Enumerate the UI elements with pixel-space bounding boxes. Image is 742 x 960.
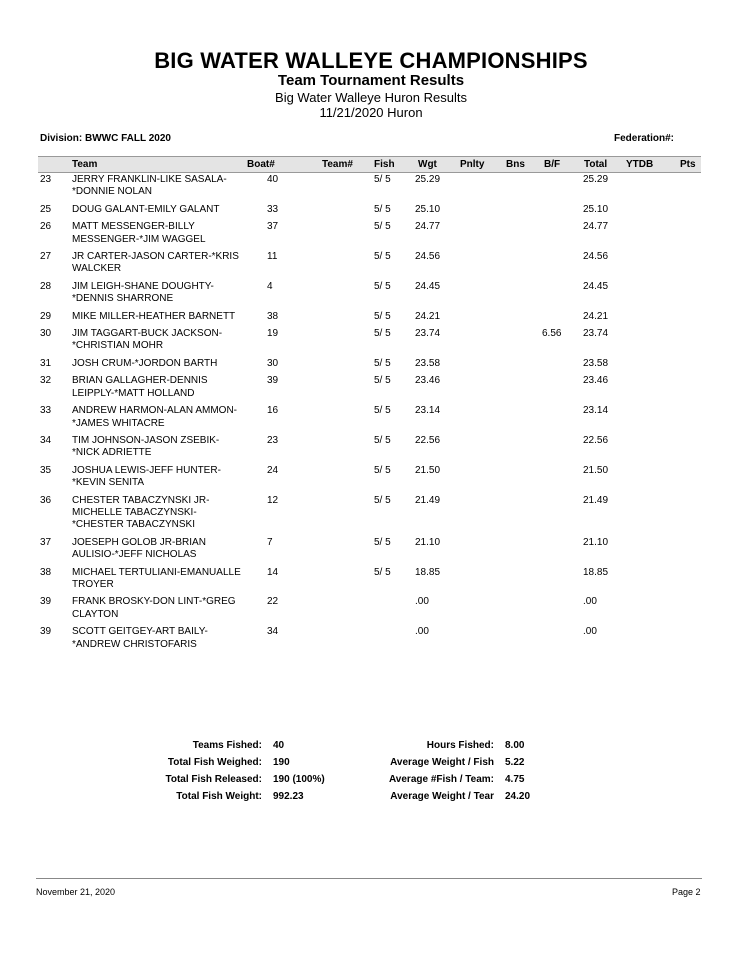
row-place: 31	[40, 357, 52, 369]
row-fish: 5/ 5	[374, 536, 391, 548]
avg-fish-team-value: 4.75	[505, 774, 525, 785]
row-team: JIM LEIGH-SHANE DOUGHTY-*DENNIS SHARRONE	[72, 280, 214, 305]
row-weight: 23.14	[415, 405, 441, 417]
col-teamnum: Team#	[322, 159, 353, 170]
row-team: JOESEPH GOLOB JR-BRIAN AULISIO-*JEFF NICHOLAS	[72, 536, 206, 561]
row-fish: 5/ 5	[374, 310, 391, 322]
row-place: 26	[40, 221, 52, 233]
row-total: 23.46	[583, 375, 609, 387]
row-fish: 5/ 5	[374, 203, 391, 215]
table-row	[38, 495, 701, 532]
col-fish: Fish	[374, 159, 395, 170]
row-total: 18.85	[583, 566, 609, 578]
row-team: JOSHUA LEWIS-JEFF HUNTER-*KEVIN SENITA	[72, 464, 221, 489]
row-weight: 18.85	[415, 566, 441, 578]
row-place: 25	[40, 203, 52, 215]
row-total: 25.10	[583, 203, 609, 215]
row-place: 34	[40, 434, 52, 446]
row-weight: 21.49	[415, 494, 441, 506]
row-total: 22.56	[583, 434, 609, 446]
row-weight: 22.56	[415, 434, 441, 446]
row-total: .00	[583, 596, 597, 608]
row-boat: 16	[267, 405, 279, 417]
row-boat: 24	[267, 464, 279, 476]
row-total: 23.74	[583, 328, 609, 340]
row-total: 24.45	[583, 280, 609, 292]
row-boat: 39	[267, 375, 279, 387]
row-weight: 24.45	[415, 280, 441, 292]
report-title: BIG WATER WALLEYE CHAMPIONSHIPS	[154, 48, 588, 73]
table-row	[38, 311, 701, 323]
row-boat: 40	[267, 174, 279, 185]
event-date-location: 11/21/2020 Huron	[319, 105, 423, 120]
row-total: 21.49	[583, 494, 609, 506]
row-boat: 22	[267, 596, 279, 608]
row-boat: 34	[267, 626, 279, 638]
report-subtitle: Team Tournament Results	[277, 72, 465, 89]
table-row	[38, 405, 701, 430]
teams-fished-label: Teams Fished:	[192, 740, 262, 751]
row-team: MICHAEL TERTULIANI-EMANUALLE TROYER	[72, 566, 241, 590]
fish-weight-value: 992.23	[273, 791, 304, 802]
row-weight: .00	[415, 626, 429, 638]
row-fish: 5/ 5	[374, 405, 391, 417]
row-fish: 5/ 5	[374, 280, 391, 292]
table-row	[38, 328, 701, 353]
fish-released-label: Total Fish Released:	[165, 774, 262, 785]
avg-weight-team-label: Average Weight / Tear	[390, 791, 494, 802]
row-total: 25.29	[583, 174, 609, 185]
row-team: DOUG GALANT-EMILY GALANT	[72, 203, 220, 215]
row-boat: 30	[267, 357, 279, 369]
col-bns: Bns	[506, 159, 525, 170]
footer-divider	[36, 878, 702, 879]
row-weight: 23.58	[415, 357, 441, 369]
row-team: MATT MESSENGER-BILLY MESSENGER-*JIM WAGGEL	[72, 221, 206, 245]
table-header	[38, 156, 701, 173]
table-row	[38, 435, 701, 460]
row-place: 30	[40, 328, 52, 340]
row-total: 24.21	[583, 310, 609, 322]
col-ytdb: YTDB	[626, 159, 654, 170]
row-big-fish: 6.56	[542, 328, 562, 340]
row-boat: 38	[267, 310, 279, 322]
row-total: 23.14	[583, 405, 609, 417]
row-team: BRIAN GALLAGHER-DENNIS LEIPPLY-*MATT HOLLAND	[72, 375, 208, 399]
table-row	[38, 358, 701, 370]
row-fish: 5/ 5	[374, 357, 391, 369]
row-fish: 5/ 5	[374, 251, 391, 263]
hours-fished-label: Hours Fished:	[426, 740, 494, 751]
row-place: 36	[40, 494, 52, 506]
fish-weighed-label: Total Fish Weighed:	[167, 757, 262, 768]
row-total: 24.56	[583, 251, 609, 263]
table-row	[38, 465, 701, 490]
row-boat: 4	[267, 280, 273, 292]
row-place: 28	[40, 280, 52, 292]
teams-fished-value: 40	[273, 740, 285, 751]
table-row	[38, 537, 701, 562]
col-boat: Boat#	[247, 159, 275, 170]
row-weight: 25.10	[415, 203, 441, 215]
table-row	[38, 281, 701, 306]
hours-fished-value: 8.00	[505, 740, 525, 751]
row-fish: 5/ 5	[374, 174, 391, 185]
row-total: 23.58	[583, 357, 609, 369]
footer-date: November 21, 2020	[36, 887, 116, 897]
avg-weight-fish-value: 5.22	[505, 757, 525, 768]
row-fish: 5/ 5	[374, 464, 391, 476]
row-fish: 5/ 5	[374, 434, 391, 446]
row-weight: 24.77	[415, 221, 441, 233]
row-total: 24.77	[583, 221, 609, 233]
event-name: Big Water Walleye Huron Results	[275, 90, 467, 105]
row-weight: 24.21	[415, 310, 441, 322]
row-weight: 23.74	[415, 328, 441, 340]
row-team: SCOTT GEITGEY-ART BAILY-*ANDREW CHRISTOFARIS	[72, 626, 208, 650]
row-total: 21.10	[583, 536, 609, 548]
row-fish: 5/ 5	[374, 566, 391, 578]
row-team: CHESTER TABACZYNSKI JR-MICHELLE TABACZYNSKI-*CHESTER TABACZYNSKI	[72, 494, 210, 531]
col-bf: B/F	[544, 159, 561, 170]
col-team: Team	[72, 159, 98, 170]
row-team: MIKE MILLER-HEATHER BARNETT	[72, 310, 236, 322]
row-fish: 5/ 5	[374, 328, 391, 340]
row-boat: 12	[267, 494, 279, 506]
row-team: JR CARTER-JASON CARTER-*KRIS WALCKER	[72, 251, 239, 275]
row-team: ANDREW HARMON-ALAN AMMON-*JAMES WHITACRE	[72, 405, 238, 429]
row-weight: 21.10	[415, 536, 441, 548]
avg-weight-team-value: 24.20	[505, 791, 531, 802]
row-fish: 5/ 5	[374, 221, 391, 233]
row-place: 35	[40, 464, 52, 476]
row-team: FRANK BROSKY-DON LINT-*GREG CLAYTON	[72, 596, 236, 620]
row-fish: 5/ 5	[374, 375, 391, 387]
row-boat: 7	[267, 536, 273, 548]
row-weight: 21.50	[415, 464, 441, 476]
avg-weight-fish-label: Average Weight / Fish	[390, 757, 494, 768]
row-weight: 24.56	[415, 251, 441, 263]
division-label: Division: BWWC FALL 2020	[40, 133, 171, 144]
table-row	[38, 204, 701, 216]
footer-page: Page 2	[672, 887, 701, 897]
row-boat: 19	[267, 328, 279, 340]
row-team: JIM TAGGART-BUCK JACKSON-*CHRISTIAN MOHR	[72, 328, 223, 352]
avg-fish-team-label: Average #Fish / Team:	[388, 774, 494, 785]
table-row	[38, 174, 701, 199]
fish-released-value: 190 (100%)	[273, 774, 325, 785]
row-boat: 11	[267, 251, 278, 263]
col-pnlty: Pnlty	[460, 159, 485, 170]
federation-label: Federation#:	[614, 133, 675, 144]
row-weight: 23.46	[415, 375, 441, 387]
row-place: 27	[40, 251, 52, 263]
row-team: TIM JOHNSON-JASON ZSEBIK-*NICK ADRIETTE	[72, 434, 220, 459]
row-boat: 23	[267, 434, 279, 446]
table-row	[38, 221, 701, 246]
row-weight: 25.29	[415, 174, 441, 185]
row-weight: .00	[415, 596, 429, 608]
fish-weight-label: Total Fish Weight:	[176, 791, 262, 802]
table-row	[38, 375, 701, 400]
row-boat: 14	[267, 566, 279, 578]
table-row	[38, 626, 701, 651]
fish-weighed-value: 190	[273, 757, 290, 768]
row-place: 39	[40, 596, 52, 608]
row-fish: 5/ 5	[374, 494, 391, 506]
col-pts: Pts	[680, 159, 696, 170]
row-place: 39	[40, 626, 52, 638]
table-row	[38, 596, 701, 621]
row-team: JERRY FRANKLIN-LIKE SASALA-*DONNIE NOLAN	[72, 174, 227, 198]
row-place: 29	[40, 310, 52, 322]
results-table	[38, 174, 701, 656]
row-place: 37	[40, 536, 52, 548]
col-total: Total	[584, 159, 608, 170]
row-place: 32	[40, 375, 52, 387]
row-total: .00	[583, 626, 597, 638]
table-row	[38, 251, 701, 276]
row-place: 33	[40, 405, 52, 417]
row-boat: 33	[267, 203, 279, 215]
row-team: JOSH CRUM-*JORDON BARTH	[72, 357, 218, 369]
row-total: 21.50	[583, 464, 609, 476]
col-wgt: Wgt	[418, 159, 437, 170]
row-place: 23	[40, 174, 52, 185]
table-row	[38, 567, 701, 592]
row-place: 38	[40, 566, 52, 578]
row-boat: 37	[267, 221, 279, 233]
